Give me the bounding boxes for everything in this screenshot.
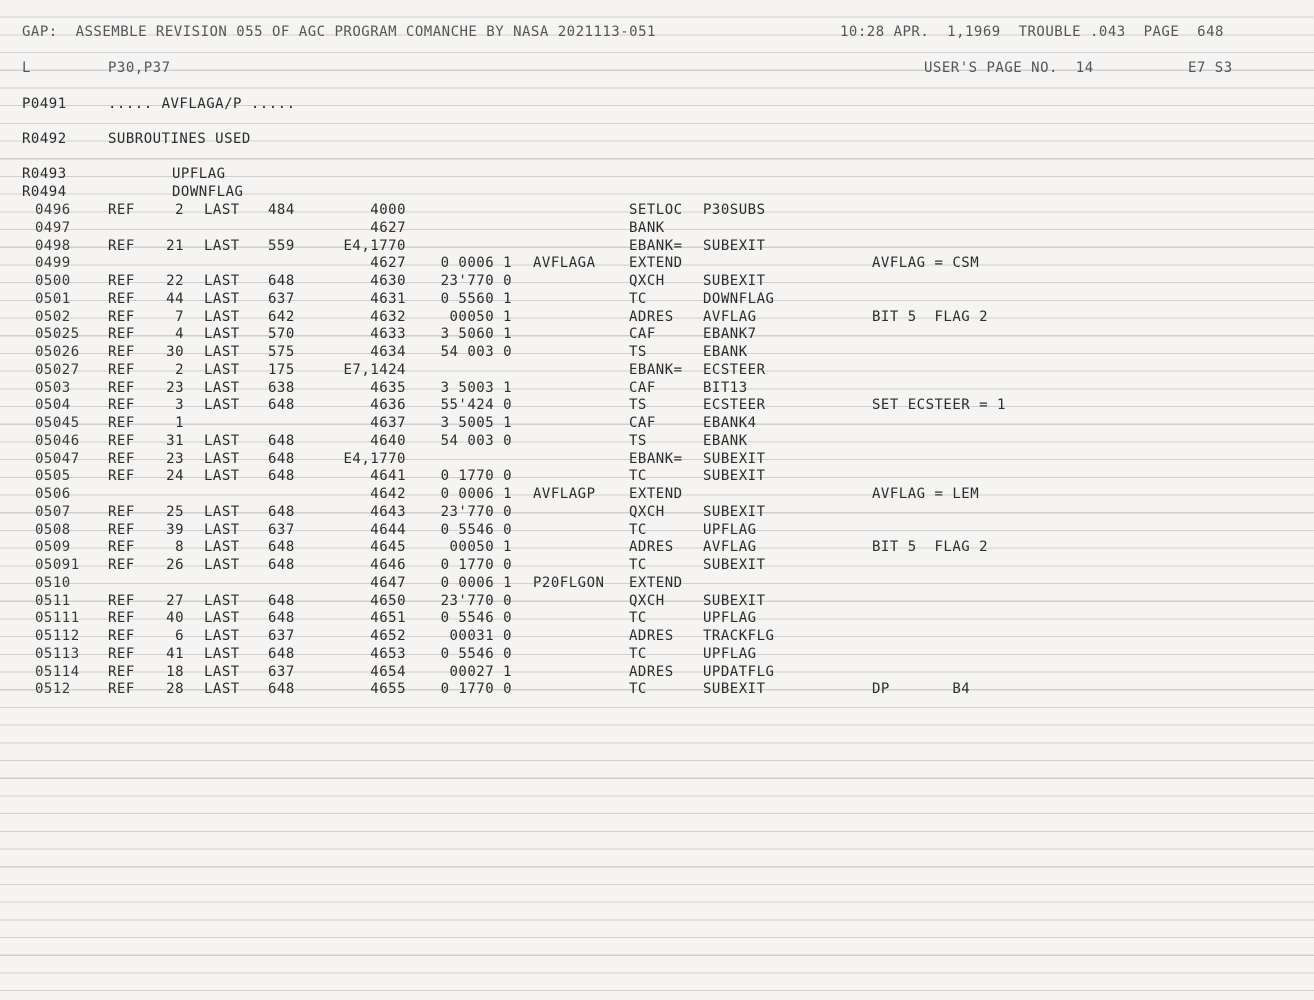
address: 4644 [370, 521, 406, 538]
last-page: 648 [268, 557, 295, 573]
operand: UPFLAG [703, 521, 757, 538]
address: 4642 [370, 486, 406, 502]
operand: EBANK7 [703, 326, 757, 343]
last-keyword: LAST [204, 645, 240, 662]
line-number: 05025 [35, 326, 80, 343]
listing-row [0, 255, 1314, 273]
operand: EBANK [703, 432, 748, 449]
line-number: 0504 [35, 397, 71, 414]
octal-word: 55'424 0 [440, 397, 512, 414]
listing-row [0, 681, 1314, 699]
octal-word: 00050 1 [449, 539, 512, 556]
ref-count: 28 [166, 681, 184, 698]
last-page: 637 [268, 628, 295, 644]
line-number: 05114 [35, 663, 80, 680]
octal-word: 0 0006 1 [440, 486, 512, 502]
ref-count: 4 [175, 326, 184, 343]
last-page: 648 [268, 468, 295, 485]
address: 4627 [370, 255, 406, 272]
line-number: 05045 [35, 415, 80, 431]
opcode: QXCH [629, 273, 665, 289]
opcode: CAF [629, 415, 656, 431]
listing-row [0, 451, 1314, 469]
opcode: TC [629, 681, 647, 698]
ref-keyword: REF [108, 610, 135, 627]
operand: BIT13 [703, 379, 748, 396]
last-keyword: LAST [204, 237, 240, 254]
octal-word: 0 1770 0 [440, 557, 512, 573]
operand: ECSTEER [703, 397, 766, 414]
line-number: 0505 [35, 468, 71, 485]
octal-word: 3 5005 1 [440, 415, 512, 431]
opcode: CAF [629, 326, 656, 343]
opcode: QXCH [629, 503, 665, 520]
address: 4646 [370, 557, 406, 573]
opcode: ADRES [629, 663, 674, 680]
address: E4,1770 [343, 237, 406, 254]
ref-keyword: REF [108, 202, 135, 218]
octal-word: 0 1770 0 [440, 468, 512, 485]
line-number: 0509 [35, 539, 71, 556]
line-number: 05027 [35, 361, 80, 378]
last-keyword: LAST [204, 592, 240, 609]
ref-keyword: REF [108, 290, 135, 307]
last-keyword: LAST [204, 503, 240, 520]
last-keyword: LAST [204, 379, 240, 396]
address: 4655 [370, 681, 406, 698]
operand: SUBEXIT [703, 273, 766, 289]
address: 4627 [370, 219, 406, 236]
operand: AVFLAG [703, 308, 757, 325]
ref-keyword: REF [108, 557, 135, 573]
listing-row [0, 504, 1314, 522]
opcode: TS [629, 344, 647, 360]
octal-word: 0 5546 0 [440, 521, 512, 538]
opcode: ADRES [629, 628, 674, 644]
address: 4632 [370, 308, 406, 325]
listing-row [0, 273, 1314, 291]
octal-word: 23'770 0 [440, 273, 512, 289]
last-page: 559 [268, 237, 295, 254]
line-number: 0503 [35, 379, 71, 396]
listing-row [0, 628, 1314, 646]
last-keyword: LAST [204, 628, 240, 644]
octal-word: 3 5003 1 [440, 379, 512, 396]
operand: EBANK4 [703, 415, 757, 431]
last-page: 637 [268, 290, 295, 307]
ref-keyword: REF [108, 503, 135, 520]
symbol-label: P20FLGON [533, 574, 605, 591]
ref-count: 2 [175, 202, 184, 218]
opcode: TS [629, 397, 647, 414]
intro-seq: R0493 [22, 166, 67, 182]
last-page: 648 [268, 610, 295, 627]
opcode: TC [629, 468, 647, 485]
listing-row [0, 238, 1314, 256]
last-page: 648 [268, 432, 295, 449]
assembly-header: GAP: ASSEMBLE REVISION 055 OF AGC PROGRAM COMANCHE BY NASA 2021113-051 [22, 24, 656, 40]
listing-row [0, 468, 1314, 486]
comment: SET ECSTEER = 1 [872, 397, 1006, 414]
ref-keyword: REF [108, 663, 135, 680]
last-page: 648 [268, 397, 295, 414]
last-page: 648 [268, 273, 295, 289]
octal-word: 0 0006 1 [440, 255, 512, 272]
ref-keyword: REF [108, 308, 135, 325]
opcode: EBANK= [629, 237, 683, 254]
ref-count: 44 [166, 290, 184, 307]
octal-word: 23'770 0 [440, 503, 512, 520]
last-page: 648 [268, 681, 295, 698]
listing-row [0, 344, 1314, 362]
operand: AVFLAG [703, 539, 757, 556]
ref-count: 23 [166, 450, 184, 467]
address: 4633 [370, 326, 406, 343]
opcode: TC [629, 521, 647, 538]
line-number: 05046 [35, 432, 80, 449]
ref-keyword: REF [108, 592, 135, 609]
opcode: EBANK= [629, 361, 683, 378]
last-page: 648 [268, 592, 295, 609]
comment: AVFLAG = CSM [872, 255, 980, 272]
ref-keyword: REF [108, 645, 135, 662]
intro-seq: R0492 [22, 131, 67, 147]
line-number: 0506 [35, 486, 71, 502]
opcode: TC [629, 290, 647, 307]
line-number: 0497 [35, 219, 71, 236]
ref-keyword: REF [108, 237, 135, 254]
line-number: 0501 [35, 290, 71, 307]
opcode: EXTEND [629, 255, 683, 272]
listing-row [0, 291, 1314, 309]
ref-keyword: REF [108, 681, 135, 698]
listing-row [0, 664, 1314, 682]
last-keyword: LAST [204, 361, 240, 378]
address: 4635 [370, 379, 406, 396]
octal-word: 0 1770 0 [440, 681, 512, 698]
operand: EBANK [703, 344, 748, 360]
ref-count: 8 [175, 539, 184, 556]
octal-word: 54 003 0 [440, 432, 512, 449]
ref-keyword: REF [108, 273, 135, 289]
comment: DP B4 [872, 681, 971, 698]
ref-keyword: REF [108, 521, 135, 538]
last-page: 648 [268, 539, 295, 556]
ref-keyword: REF [108, 539, 135, 556]
opcode: TC [629, 557, 647, 573]
ref-count: 23 [166, 379, 184, 396]
last-keyword: LAST [204, 521, 240, 538]
ref-count: 31 [166, 432, 184, 449]
ref-count: 25 [166, 503, 184, 520]
subroutine-name: UPFLAG [172, 166, 226, 182]
log-section-name: P30,P37 [108, 60, 171, 76]
address: 4647 [370, 574, 406, 591]
last-page: 575 [268, 344, 295, 360]
opcode: CAF [629, 379, 656, 396]
last-keyword: LAST [204, 432, 240, 449]
line-number: 0496 [35, 202, 71, 218]
octal-word: 00031 0 [449, 628, 512, 644]
address: 4630 [370, 273, 406, 289]
address: 4636 [370, 397, 406, 414]
ref-keyword: REF [108, 344, 135, 360]
last-keyword: LAST [204, 397, 240, 414]
listing-row [0, 397, 1314, 415]
line-number: 0502 [35, 308, 71, 325]
octal-word: 00050 1 [449, 308, 512, 325]
last-page: 175 [268, 361, 295, 378]
last-page: 638 [268, 379, 295, 396]
ref-keyword: REF [108, 450, 135, 467]
last-page: 648 [268, 450, 295, 467]
ref-count: 2 [175, 361, 184, 378]
line-number: 0507 [35, 503, 71, 520]
operand: DOWNFLAG [703, 290, 775, 307]
user-page-number: USER'S PAGE NO. 14 [924, 60, 1094, 76]
address: 4651 [370, 610, 406, 627]
listing-row [0, 362, 1314, 380]
opcode: ADRES [629, 539, 674, 556]
opcode: ADRES [629, 308, 674, 325]
ref-count: 1 [175, 415, 184, 431]
opcode: QXCH [629, 592, 665, 609]
address: E4,1770 [343, 450, 406, 467]
address: 4652 [370, 628, 406, 644]
operand: SUBEXIT [703, 468, 766, 485]
last-keyword: LAST [204, 308, 240, 325]
date-page-header: 10:28 APR. 1,1969 TROUBLE .043 PAGE 648 [840, 24, 1224, 40]
comment: AVFLAG = LEM [872, 486, 980, 502]
symbol-label: AVFLAGP [533, 486, 596, 502]
address: 4650 [370, 592, 406, 609]
ref-count: 40 [166, 610, 184, 627]
operand: SUBEXIT [703, 503, 766, 520]
last-keyword: LAST [204, 557, 240, 573]
listing-row [0, 220, 1314, 238]
operand: P30SUBS [703, 202, 766, 218]
opcode: SETLOC [629, 202, 683, 218]
octal-word: 0 5560 1 [440, 290, 512, 307]
comment: BIT 5 FLAG 2 [872, 308, 989, 325]
line-number: 05112 [35, 628, 80, 644]
last-keyword: LAST [204, 681, 240, 698]
last-keyword: LAST [204, 326, 240, 343]
operand: TRACKFLG [703, 628, 775, 644]
line-number: 0512 [35, 681, 71, 698]
line-number: 0508 [35, 521, 71, 538]
octal-word: 54 003 0 [440, 344, 512, 360]
opcode: TC [629, 645, 647, 662]
ref-count: 24 [166, 468, 184, 485]
last-page: 642 [268, 308, 295, 325]
ref-keyword: REF [108, 397, 135, 414]
last-keyword: LAST [204, 663, 240, 680]
address: 4654 [370, 663, 406, 680]
octal-word: 23'770 0 [440, 592, 512, 609]
address: 4637 [370, 415, 406, 431]
operand: UPFLAG [703, 610, 757, 627]
line-number: 0500 [35, 273, 71, 289]
listing-row [0, 610, 1314, 628]
operand: SUBEXIT [703, 681, 766, 698]
line-number: 05113 [35, 645, 80, 662]
ref-count: 3 [175, 397, 184, 414]
address: 4641 [370, 468, 406, 485]
last-page: 484 [268, 202, 295, 218]
last-keyword: LAST [204, 344, 240, 360]
line-number: 05026 [35, 344, 80, 360]
octal-word: 0 5546 0 [440, 645, 512, 662]
line-number: 0511 [35, 592, 71, 609]
last-keyword: LAST [204, 450, 240, 467]
last-page: 637 [268, 663, 295, 680]
last-page: 637 [268, 521, 295, 538]
address: 4653 [370, 645, 406, 662]
line-number: 05111 [35, 610, 80, 627]
line-number: 0510 [35, 574, 71, 591]
ref-count: 41 [166, 645, 184, 662]
opcode: EXTEND [629, 486, 683, 502]
ref-count: 6 [175, 628, 184, 644]
ref-count: 22 [166, 273, 184, 289]
log-section-marker: L [22, 60, 31, 76]
comment: BIT 5 FLAG 2 [872, 539, 989, 556]
last-keyword: LAST [204, 290, 240, 307]
opcode: EBANK= [629, 450, 683, 467]
opcode: TC [629, 610, 647, 627]
listing-row [0, 522, 1314, 540]
ref-count: 26 [166, 557, 184, 573]
operand: SUBEXIT [703, 557, 766, 573]
address: 4634 [370, 344, 406, 360]
listing-row [0, 539, 1314, 557]
listing-row [0, 486, 1314, 504]
octal-word: 0 0006 1 [440, 574, 512, 591]
last-keyword: LAST [204, 610, 240, 627]
address: 4640 [370, 432, 406, 449]
octal-word: 3 5060 1 [440, 326, 512, 343]
listing-row [0, 593, 1314, 611]
listing-row [0, 557, 1314, 575]
operand: UPDATFLG [703, 663, 775, 680]
line-number: 0498 [35, 237, 71, 254]
last-page: 648 [268, 645, 295, 662]
ref-count: 7 [175, 308, 184, 325]
line-number: 05047 [35, 450, 80, 467]
ref-count: 18 [166, 663, 184, 680]
ref-count: 21 [166, 237, 184, 254]
listing-row [0, 309, 1314, 327]
ref-keyword: REF [108, 379, 135, 396]
ref-keyword: REF [108, 415, 135, 431]
ref-keyword: REF [108, 432, 135, 449]
line-number: 05091 [35, 557, 80, 573]
ref-keyword: REF [108, 326, 135, 343]
last-keyword: LAST [204, 468, 240, 485]
address: E7,1424 [343, 361, 406, 378]
intro-seq: R0494 [22, 184, 67, 200]
ref-count: 30 [166, 344, 184, 360]
listing-row [0, 202, 1314, 220]
opcode: TS [629, 432, 647, 449]
octal-word: 00027 1 [449, 663, 512, 680]
last-page: 648 [268, 503, 295, 520]
address: 4631 [370, 290, 406, 307]
ref-keyword: REF [108, 361, 135, 378]
listing-row [0, 646, 1314, 664]
operand: SUBEXIT [703, 592, 766, 609]
ref-keyword: REF [108, 628, 135, 644]
operand: ECSTEER [703, 361, 766, 378]
address: 4645 [370, 539, 406, 556]
listing-row [0, 380, 1314, 398]
ref-count: 39 [166, 521, 184, 538]
last-keyword: LAST [204, 539, 240, 556]
operand: SUBEXIT [703, 450, 766, 467]
operand: SUBEXIT [703, 237, 766, 254]
intro-seq: P0491 [22, 96, 67, 112]
ref-count: 27 [166, 592, 184, 609]
section-title: ..... AVFLAGA/P ..... [108, 96, 296, 112]
bank-code: E7 S3 [1188, 60, 1233, 76]
address: 4000 [370, 202, 406, 218]
opcode: BANK [629, 219, 665, 236]
octal-word: 0 5546 0 [440, 610, 512, 627]
listing-row [0, 415, 1314, 433]
listing-row [0, 326, 1314, 344]
listing-row [0, 575, 1314, 593]
opcode: EXTEND [629, 574, 683, 591]
last-keyword: LAST [204, 273, 240, 289]
last-keyword: LAST [204, 202, 240, 218]
operand: UPFLAG [703, 645, 757, 662]
ref-keyword: REF [108, 468, 135, 485]
subroutine-name: DOWNFLAG [172, 184, 244, 200]
subroutines-heading: SUBROUTINES USED [108, 131, 251, 147]
address: 4643 [370, 503, 406, 520]
line-number: 0499 [35, 255, 71, 272]
listing-row [0, 433, 1314, 451]
symbol-label: AVFLAGA [533, 255, 596, 272]
last-page: 570 [268, 326, 295, 343]
